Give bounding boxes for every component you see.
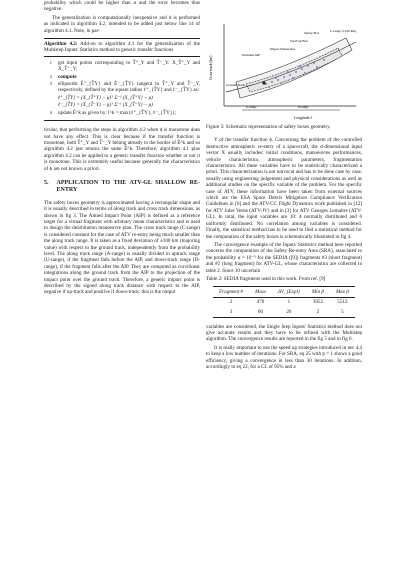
safety-box-label: Safety Box — [304, 31, 320, 35]
line-number: 3 — [49, 81, 52, 87]
right-column — [206, 0, 362, 372]
line-text: update Ê^k as given by: l^k = max{ℓ⁺_{T̂Y}, ℓ⁻_{T̂Y}}; — [58, 109, 177, 116]
table-row — [213, 307, 355, 317]
table-cell: 26 — [272, 307, 306, 317]
table-cell: 3 — [213, 307, 249, 317]
left-column — [44, 0, 200, 298]
c-range-label: C-range (±100 km) — [330, 29, 357, 33]
y-axis-label: Cross-track [km] — [209, 55, 213, 80]
section-heading — [44, 180, 200, 195]
section-title: APPLICATION TO THE ATV-GL SHALLOW RE-ENTRY — [56, 179, 200, 194]
line-number: 1 — [49, 59, 52, 65]
survival-box-label: Survival Box — [290, 39, 308, 43]
paragraph: probability which could be higher than α and the error becomes thus negative. — [44, 0, 200, 13]
line-number: 2 — [49, 73, 52, 79]
table-cell: 2 — [229, 299, 233, 306]
algorithm-line — [44, 81, 200, 94]
paragraph: Y of the transfer function ϕ. Concerning the problem of the controlled destructive atmospheric re-entry of a spacecraft, the d-dimensional input vector X usually includes: initial conditions, manoeuvres performances, vehicle characteristics, atmospheric parameters, fragmentation characteristics. All these variables have to be statistically characterized a priori. This characterization is not univocal and has to be done case by case, usually using engineering judgement and physical considerations as well as additional studies on the specific variable of the problem. For the specific case of ATV, these information have been taken from external sources which are the ESA Space Debris Mitigation Compliance Verification Guidelines in [6] and the ATV-CC Flight Dynamics work published in [12] for ATV Jules Verne (ATV-JV) and in [3] for ATV Georges Lemaître (ATV-GL). In total, the input variables are 10: 4 normally distributed and 6 uniformly distributed. No correlation among variables is considered. Finally, the statistical method has to be used to find a statistical method for the computation of the safety boxes is schematically illustrated in fig 4. — [206, 137, 362, 240]
dispersion-label: Impact Dispersion — [270, 47, 295, 51]
paragraph: It is really important to use the speed up strategies introduced in sec 4.4 to keep a low number of iterations. For SRA, eq 25 with p = 1 shows a good efficiency, giving a convergence in less than 30 iterations. In addition, accordingly to eq 22, for a CL of 95% and a — [206, 344, 362, 370]
equation: ℓ⁺_{T̂Y} = (X_{T̂⁺Y} − μ)ᵀ Σ⁻¹ (X_{T̂⁺Y} − μ) — [58, 94, 153, 101]
column-header: Max β — [330, 287, 355, 297]
nominal-aip-label: Nominal AIP — [242, 53, 260, 57]
aip-marker — [262, 81, 265, 84]
table-cell: 470 — [256, 299, 265, 306]
ground-track-label: Ground Track — [226, 83, 245, 87]
table-cell: 2 — [306, 307, 330, 317]
x-axis-label: Longitude λ — [294, 116, 313, 120]
table-cell: 5 — [330, 307, 355, 317]
column-header: Fragment # — [213, 287, 249, 297]
table-row — [213, 297, 355, 307]
table-cell: 60 — [249, 307, 272, 317]
paragraph: The convergence example of the Inputs' Statistics method here reported concerns the computation of the Safety Re-entry Area (SRA), associated to the probability α = 10⁻⁵ for the SEDIA ([9]) fragments #3 (short fragment) and #2 (long fragment) for ATV-GL, whose characteristics are collected in table 2. Since 10 uncertain — [206, 241, 362, 274]
algorithm-title — [44, 41, 200, 57]
algorithm-label: Algorithm 4.2: — [44, 41, 78, 48]
line-number: 4 — [49, 109, 52, 115]
paragraph: ticular, that performing the steps in algorithm 4.2 when ϕ is monotone does not have any effect. This is clear because if the transfer function is monotone, both T̂⁺_Y and T̂⁻_Y belong already to the border of Ê^k and so algorithm 4.2 just returns the same Ê^k. Therefore, algorithm 4.1 plus algorithm 4.2 can be applied to a generic transfer function whether or not it is monotone. This is extremely useful because generally the characteristics of ϕ are not known a priori. — [44, 127, 200, 172]
section-number: 5. — [44, 179, 49, 186]
column-header: Mass — [249, 287, 272, 297]
paragraph: The safety boxes geometry is approximated having a rectangular shape and it is usually described in terms of along track and cross track dimensions, as shown in fig 3. The Aimed Impact Point (AIP) is defined as a reference target for a virtual fragment with arbitrary mean characteristics and is used to design the deorbitation manoeuvre plan. The cross track range (C-range) is considered constant for the case of ATV re-entry being much smaller than the along track range. It is taken as a fixed deviation of ±100 km (majoring value) with respect to the ground track, independently from the probability level. The along track range (A-range) is usually divided in uptrack range (U-range), if the fragment falls before the AIP, and down-track range (D-range), if the fragment falls after the AIP. They are computed as curvilinear integrations along the ground track from the AIP to the projection of the impact point over the ground track. Therefore, a generic impact point is described by the signed along track distance with respect to the AIP, negative if up-track and positive if down-track: this is the output — [44, 199, 200, 296]
algorithm-line — [44, 110, 200, 116]
algorithm-line — [44, 60, 200, 73]
equation: ℓ⁻_{T̂Y} = (X_{T̂⁻Y} − μ)ᵀ Σ⁻¹ (X_{T̂⁻Y} − μ) — [58, 102, 153, 109]
figure-caption: Figure 3: Schematic representation of safety boxes geometry. — [206, 124, 331, 130]
figure — [206, 20, 362, 120]
safety-box-diagram — [206, 20, 362, 120]
d-range-label: D-range — [298, 105, 309, 109]
table-cell: 1 — [287, 299, 291, 306]
u-range-label: U-range — [246, 105, 257, 109]
table-cell: 5512 — [337, 299, 348, 306]
line-text: ellipsoids Ê⁺_{T̂Y} and Ê⁻_{T̂Y} tangent to T̂⁺_Y and T̂⁻_Y, respectively, defined by the square radius ℓ⁺_{T̂Y} and ℓ⁻_{T̂Y} as: — [58, 81, 200, 94]
paragraph: variables are considered, the Single Step Inputs' Statistics method does not give accurate results and they have to be refined with the Multistep algorithm. The convergence results are reported in the fig 5 and in fig 6. — [206, 323, 362, 343]
column-header: Min β — [306, 287, 330, 297]
fragments-table — [213, 286, 355, 317]
algorithm-box — [44, 38, 200, 121]
paragraph: The generalization is computationally inexpensive and it is performed as indicated in algorithm 4.2, intended to be added just below line 14 of algorithm 4.1. Note, in par- — [44, 14, 200, 34]
algorithm-line — [44, 74, 200, 80]
table-caption: Table 2: SEDIA fragments used in this work. From ref. [9] — [206, 275, 326, 282]
table-header-row — [213, 287, 355, 297]
line-text: compute — [58, 73, 77, 80]
line-text: get input points corresponding to T̂⁺_Y and T̂⁻_Y: X_T̂⁺_Y and X_T̂⁻_Y; — [58, 59, 200, 73]
column-header: ΔV_{Expl} — [272, 287, 306, 297]
table-cell: 3952 — [312, 299, 324, 306]
algorithm-description: Add-on to algorithm 4.1 for the generalization of the Multistep Inputs' Statistics method to generic transfer functions — [44, 41, 200, 54]
